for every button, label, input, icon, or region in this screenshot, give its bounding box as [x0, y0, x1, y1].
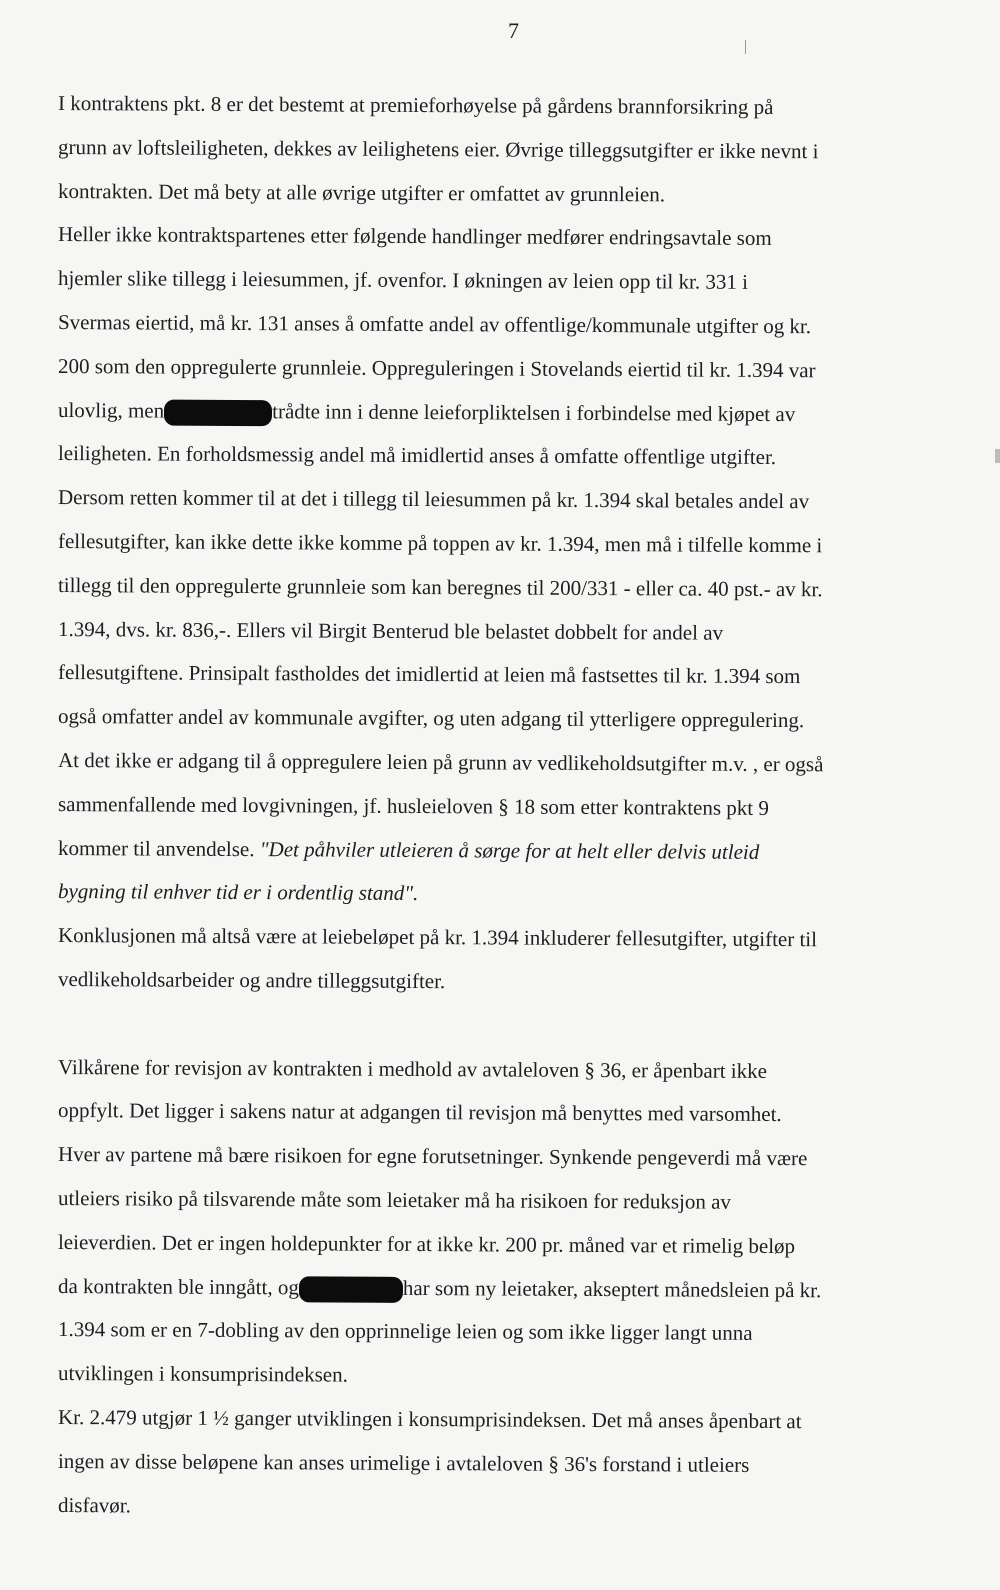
text-line: disfavør. — [57, 1492, 131, 1517]
text-line: utleiers risiko på tilsvarende måte som leietaker må ha risikoen for reduksjon av — [57, 1185, 732, 1214]
text-line: Heller ikke kontraktspartenes etter følgende handlinger medfører endringsavtale som — [57, 222, 772, 251]
quote-text: "Det påhviler utleieren å sørge for at helt eller delvis utleid — [259, 836, 760, 864]
text-segment: da kontrakten ble inngått, og — [57, 1273, 299, 1299]
text-line: 1.394, dvs. kr. 836,-. Ellers vil Birgit Benterud ble belastet dobbelt for andel av — [57, 616, 724, 645]
text-line: hjemler slike tillegg i leiesummen, jf. ovenfor. I økningen av leien opp til kr. 331 i — [57, 266, 749, 295]
text-line: sammenfallende med lovgivningen, jf. husleieloven § 18 som etter kontraktens pkt 9 — [57, 791, 769, 820]
text-line: Vilkårene for revisjon av kontrakten i medhold av avtaleloven § 36, er åpenbart ikke — [57, 1054, 768, 1083]
text-line: Hver av partene må bære risikoen for egne forutsetninger. Synkende pengeverdi må være — [57, 1142, 808, 1171]
text-line: Dersom retten kommer til at det i tillegg til leiesummen på kr. 1.394 skal betales andel av — [57, 485, 810, 514]
text-line: fellesutgifter, kan ikke dette ikke komme på toppen av kr. 1.394, men må i tilfelle komme i — [57, 528, 823, 558]
text-line: utviklingen i konsumprisindeksen. — [57, 1361, 348, 1387]
scan-mark — [745, 40, 746, 54]
text-line: At det ikke er adgang til å oppregulere leien på grunn av vedlikeholdsutgifter m.v. , er også — [57, 747, 824, 777]
quote-text: bygning til enhver tid er i ordentlig stand". — [57, 879, 419, 906]
text-line: fellesutgiftene. Prinsipalt fastholdes det imidlertid at leien må fastsettes til kr. 1.394 som — [57, 660, 801, 689]
text-line: leieverdien. Det er ingen holdepunkter for at ikke kr. 200 pr. måned var et rimelig beløp — [57, 1229, 796, 1258]
text-segment: trådte inn i denne leieforpliktelsen i forbindelse med kjøpet av — [272, 398, 796, 426]
paragraph-gap — [58, 1002, 973, 1046]
text-line: kontrakten. Det må bety at alle øvrige utgifter er omfattet av grunnleien. — [57, 178, 666, 206]
text-line: vedlikeholdsarbeider og andre tilleggsutgifter. — [57, 966, 446, 994]
text-segment: kommer til anvendelse. — [57, 835, 260, 861]
scan-edge-mark — [995, 449, 1000, 463]
text-line: 1.394 som er en 7-dobling av den opprinnelige leien og som ikke ligger langt unna — [57, 1317, 753, 1346]
text-line: ingen av disse beløpene kan anses urimelige i avtaleloven § 36's forstand i utleiers — [57, 1448, 750, 1477]
text-line-quote — [58, 870, 973, 919]
text-line: Kr. 2.479 utgjør 1 ½ ganger utviklingen i konsumprisindeksen. Det må anses åpenbart at — [57, 1404, 802, 1434]
text-line-redacted — [58, 389, 973, 438]
text-segment: har som ny leietaker, akseptert månedsleien på kr. — [402, 1275, 822, 1302]
text-line: I kontraktens pkt. 8 er det bestemt at premieforhøyelse på gårdens brannforsikring på — [57, 91, 774, 119]
text-line-quote — [58, 827, 973, 876]
redaction-bar — [164, 399, 272, 426]
text-line: 200 som den oppregulerte grunnleie. Oppreguleringen i Stovelands eiertid til kr. 1.394 var — [57, 353, 816, 383]
letter-body — [58, 82, 973, 1527]
text-line: tillegg til den oppregulerte grunnleie som kan beregnes til 200/331 - eller ca. 40 pst.- av kr. — [57, 572, 823, 602]
text-segment: ulovlig, men — [57, 397, 165, 423]
text-line: leiligheten. En forholdsmessig andel må imidlertid anses å omfatte offentlige utgifter. — [57, 441, 777, 470]
redaction-bar — [299, 1276, 403, 1303]
text-line-redacted — [58, 1265, 973, 1314]
text-line: Svermas eiertid, må kr. 131 anses å omfatte andel av offentlige/kommunale utgifter og kr. — [57, 309, 812, 339]
text-line: grunn av loftsleiligheten, dekkes av leilighetens eier. Øvrige tilleggsutgifter er ikke nevnt i — [57, 134, 819, 164]
text-line: også omfatter andel av kommunale avgifter, og uten adgang til ytterligere oppregulering. — [57, 704, 805, 733]
page-number: 7 — [508, 18, 519, 43]
text-line: oppfylt. Det ligger i sakens natur at adgangen til revisjon må benyttes med varsomhet. — [57, 1098, 782, 1127]
text-line: Konklusjonen må altså være at leiebeløpet på kr. 1.394 inkluderer fellesutgifter, utgifter til — [57, 923, 818, 952]
